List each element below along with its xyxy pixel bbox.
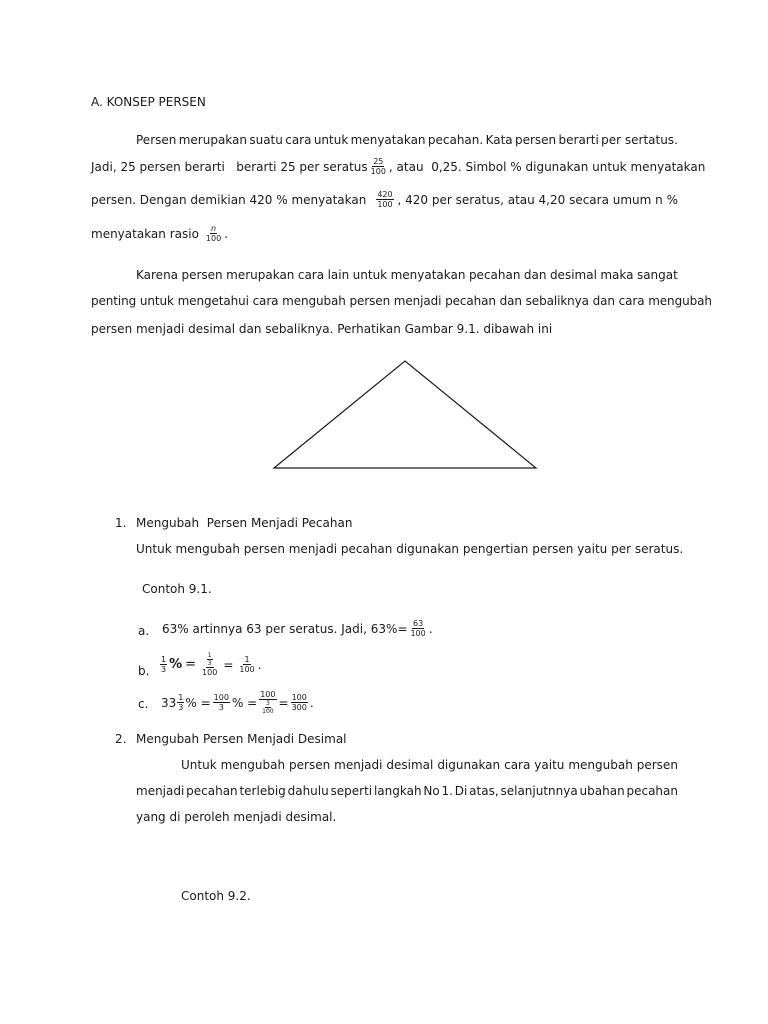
para1-line3 (91, 190, 678, 209)
denominator: 100 (410, 629, 426, 638)
numerator-fraction (206, 652, 214, 668)
fraction-3-100-small (261, 700, 274, 715)
denominator: 3 (207, 660, 212, 667)
para2-line3: persen menjadi desimal dan sebaliknya. Perhatikan Gambar 9.1. dibawah ini (91, 322, 553, 336)
word: pecahan (186, 784, 238, 798)
denominator: 3 (218, 703, 224, 712)
word: mengubah (220, 758, 286, 772)
word: pecahan. (427, 133, 484, 147)
word: menjadi (136, 784, 185, 798)
word: cara (297, 268, 325, 282)
word: Di (454, 784, 468, 798)
complex-fraction (259, 690, 276, 715)
complex-fraction (201, 652, 218, 677)
section2-line2 (136, 784, 678, 798)
whole-number: 33 (161, 695, 177, 710)
item-b-label: b. (138, 664, 150, 678)
equals-sign: = (185, 657, 197, 672)
word: selanjutnnya (500, 784, 578, 798)
word: Kata (485, 133, 513, 147)
word: seperti (330, 784, 373, 798)
numerator: 63 (412, 619, 424, 628)
word: per sertatus. (601, 133, 678, 147)
text-segment: . (224, 226, 229, 241)
fraction-63-100 (409, 619, 426, 638)
word: suatu (249, 133, 283, 147)
word: merupakan (226, 268, 295, 282)
denominator: 3 (178, 703, 184, 712)
numerator: 1 (178, 693, 184, 702)
denominator: 100 (202, 668, 218, 677)
word: dan (523, 268, 547, 282)
denominator-fraction (260, 700, 275, 715)
equals-sign: = (278, 695, 289, 710)
word: digunakan (437, 758, 501, 772)
section2-number: 2. (115, 732, 127, 746)
section2-line1 (181, 758, 678, 772)
para2-line1 (136, 268, 678, 282)
word: No (423, 784, 440, 798)
para1-line4 (91, 224, 678, 243)
word: Untuk (181, 758, 217, 772)
word: menyatakan (350, 133, 426, 147)
numerator: 100 (213, 693, 229, 702)
para1-line2 (91, 157, 706, 176)
numerator: 1 (207, 652, 212, 659)
item-a-content (162, 619, 433, 638)
text-segment: menyatakan rasio (91, 226, 199, 241)
text-segment: , 420 per seratus, atau 4,20 secara umum n % (397, 192, 678, 207)
numerator: 100 (260, 690, 276, 699)
word: 1. (441, 784, 453, 798)
denominator: 100 (262, 708, 274, 715)
triangle-shape (274, 361, 536, 468)
word: merupakan (178, 133, 247, 147)
word: untuk (352, 268, 388, 282)
item-c-label: c. (138, 697, 149, 711)
word: cara (504, 758, 531, 772)
word: persen (514, 133, 557, 147)
denominator: 100 (239, 665, 255, 674)
denominator: 100 (205, 234, 222, 243)
item-a-label: a. (138, 624, 150, 638)
percent-equals: % = (231, 695, 258, 710)
fraction-100-3 (213, 693, 230, 712)
word: sangat (636, 268, 678, 282)
word: lain (327, 268, 350, 282)
word: mengubah (568, 758, 633, 772)
item-a-end: . (428, 621, 433, 636)
item-b-end: . (257, 657, 262, 672)
word: pecahan (626, 784, 678, 798)
word: untuk (313, 133, 349, 147)
fraction-420-100 (376, 190, 393, 209)
fraction-n-100 (205, 224, 222, 243)
word: maka (600, 268, 634, 282)
text-segment: persen. Dengan demikian 420 % menyatakan (91, 192, 367, 207)
section1-description: Untuk mengubah persen menjadi pecahan digunakan pengertian persen yaitu per seratus. (136, 542, 684, 556)
word: persen (181, 268, 223, 282)
word: persen (289, 758, 331, 772)
word: berarti (558, 133, 599, 147)
fraction-100-300 (291, 693, 308, 712)
percent-equals: % = (185, 695, 211, 710)
word: menjadi (334, 758, 383, 772)
numerator: 1 (161, 655, 167, 664)
item-c-end: . (309, 695, 314, 710)
word: Persen (136, 133, 177, 147)
denominator: 300 (291, 703, 307, 712)
word: Karena (136, 268, 179, 282)
item-c-content (161, 690, 314, 715)
numerator: 1 (244, 655, 250, 664)
percent-sign: % (169, 657, 183, 672)
para2-line2: penting untuk mengetahui cara mengubah persen menjadi pecahan dan sebaliknya dan cara mengubah (91, 294, 712, 308)
word: pecahan (468, 268, 521, 282)
denominator: 100 (370, 167, 386, 176)
section1-title: Mengubah Persen Menjadi Pecahan (136, 516, 353, 530)
word: cara (285, 133, 312, 147)
denominator: 100 (377, 200, 393, 209)
word: persen (636, 758, 678, 772)
text-segment: , atau 0,25. Simbol % digunakan untuk menyatakan (388, 159, 706, 174)
denominator: 3 (161, 665, 167, 674)
word: langkah (373, 784, 422, 798)
text-segment: Jadi, 25 persen berarti berarti 25 per seratus (91, 159, 368, 174)
word: dahulu (287, 784, 329, 798)
section-heading: A. KONSEP PERSEN (91, 95, 206, 109)
item-b-content (158, 652, 261, 677)
equals-sign: = (223, 657, 234, 672)
para1-line1 (136, 133, 678, 147)
triangle-figure (272, 358, 540, 472)
word: atas, (469, 784, 499, 798)
fraction-1-100 (238, 655, 255, 674)
numerator: 100 (291, 693, 307, 702)
word: terlebig (239, 784, 286, 798)
numerator: 3 (265, 700, 270, 707)
fraction-1-3 (177, 693, 184, 712)
word: yaitu (534, 758, 565, 772)
word: desimal (549, 268, 597, 282)
word: menyatakan (390, 268, 466, 282)
numerator: 420 (377, 190, 393, 199)
section2-line3: yang di peroleh menjadi desimal. (136, 810, 337, 824)
example-9-1-title: Contoh 9.1. (142, 582, 212, 596)
word: desimal (386, 758, 434, 772)
section1-number: 1. (115, 516, 127, 530)
fraction-1-3 (160, 655, 167, 674)
item-a-text: 63% artinnya 63 per seratus. Jadi, 63%= (162, 621, 408, 636)
numerator: n (211, 224, 217, 233)
fraction-1-3-small (207, 652, 213, 667)
numerator: 25 (373, 157, 384, 166)
example-9-2-title: Contoh 9.2. (181, 889, 251, 903)
section2-title: Mengubah Persen Menjadi Desimal (136, 732, 347, 746)
word: ubahan (579, 784, 625, 798)
fraction-25-100 (370, 157, 387, 176)
